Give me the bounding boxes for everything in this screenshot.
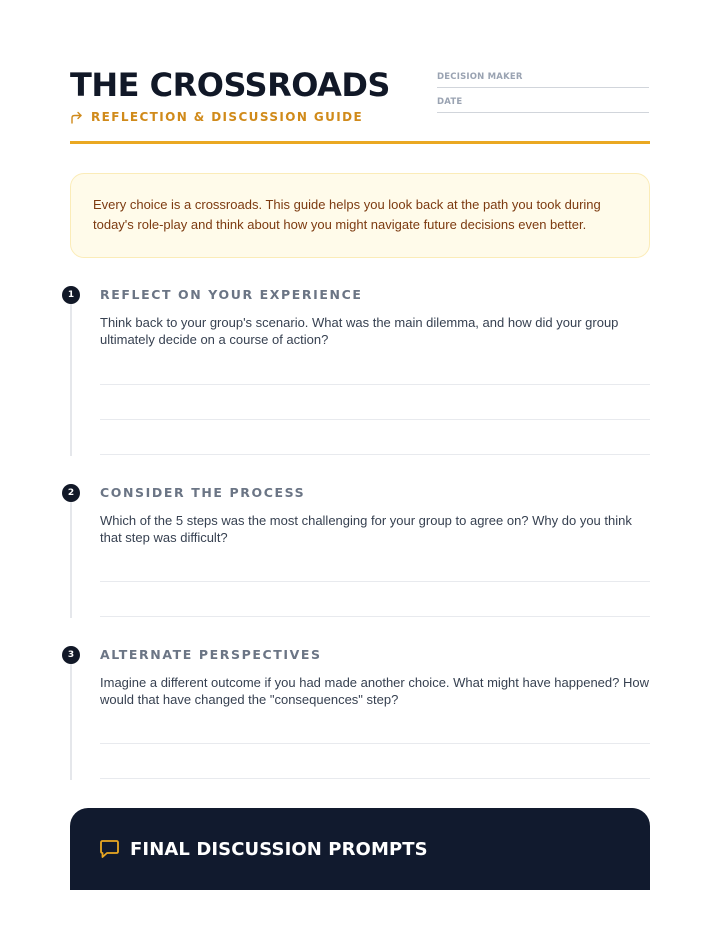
section-timeline-line: [70, 502, 72, 618]
intro-callout: [70, 173, 650, 258]
answer-line[interactable]: [100, 778, 650, 779]
decision-maker-field[interactable]: [437, 72, 649, 88]
section-title: ALTERNATE PERSPECTIVES: [100, 647, 322, 662]
section-number-badge: 2: [62, 484, 80, 502]
section-number-badge: 3: [62, 646, 80, 664]
answer-line[interactable]: [100, 454, 650, 455]
page-title: THE CROSSROADS: [70, 66, 390, 104]
answer-line[interactable]: [100, 616, 650, 617]
section-process: [62, 484, 652, 619]
answer-line[interactable]: [100, 743, 650, 744]
chat-bubble-icon: [99, 839, 120, 859]
answer-line[interactable]: [100, 581, 650, 582]
page-subtitle: REFLECTION & DISCUSSION GUIDE: [91, 110, 364, 124]
turn-right-arrow-icon: [70, 111, 83, 124]
answer-line[interactable]: [100, 384, 650, 385]
section-prompt: Which of the 5 steps was the most challenging for your group to agree on? Why do you think that step was difficult?: [100, 513, 632, 545]
section-perspectives: [62, 646, 652, 781]
subtitle-row: [70, 110, 363, 124]
section-timeline-line: [70, 304, 72, 456]
intro-text: Every choice is a crossroads. This guide helps you look back at the path you took during today's role-play and think about how you might navigate future decisions even better.: [93, 197, 601, 232]
section-timeline-line: [70, 664, 72, 780]
header-divider: [70, 141, 650, 144]
section-prompt: Think back to your group's scenario. What was the main dilemma, and how did your group ultimately decide on a course of action?: [100, 315, 619, 347]
section-title: REFLECT ON YOUR EXPERIENCE: [100, 287, 363, 302]
answer-line[interactable]: [100, 419, 650, 420]
decision-maker-label: DECISION MAKER: [437, 72, 523, 82]
section-reflect: [62, 286, 652, 456]
date-label: DATE: [437, 97, 463, 107]
final-discussion-card: [70, 808, 650, 890]
final-discussion-title: FINAL DISCUSSION PROMPTS: [130, 839, 428, 860]
section-number-badge: 1: [62, 286, 80, 304]
section-prompt: Imagine a different outcome if you had made another choice. What might have happened? How would that have changed the "consequences" step?: [100, 675, 649, 707]
section-title: CONSIDER THE PROCESS: [100, 485, 306, 500]
date-field[interactable]: [437, 97, 649, 113]
